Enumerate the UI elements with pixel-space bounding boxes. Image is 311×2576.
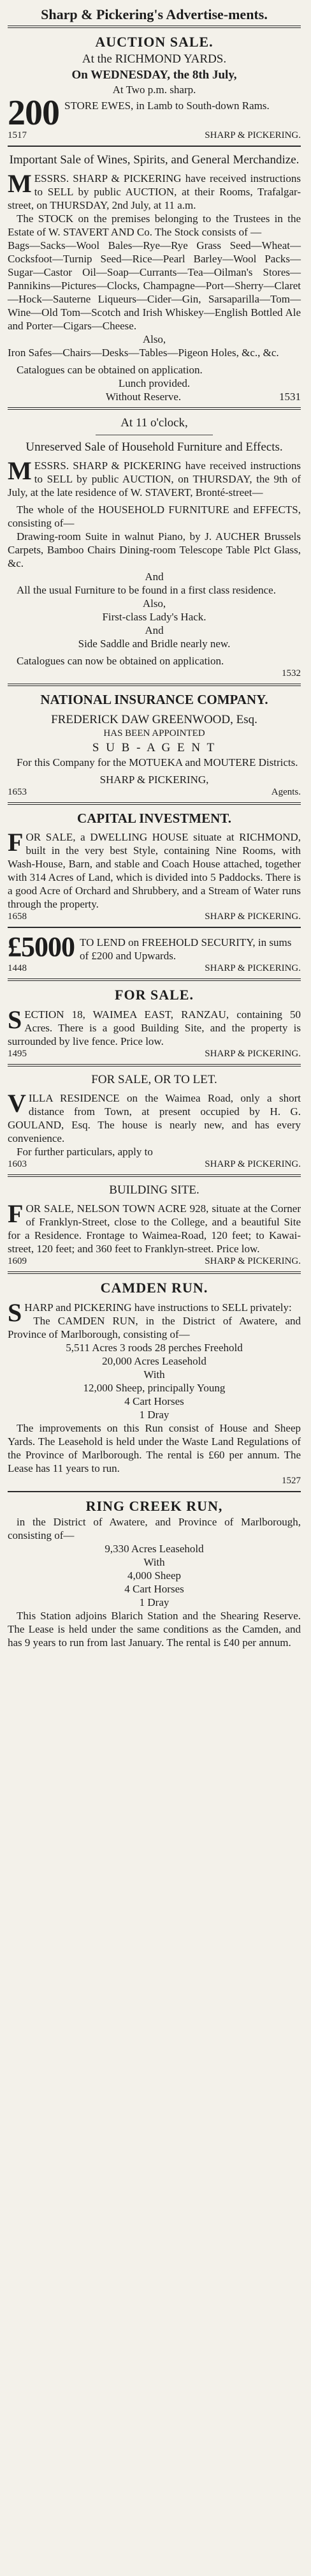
ad-title: FOR SALE, OR TO LET.	[91, 1073, 217, 1086]
ad-body: in the District of Awatere, and Province of Marlborough, consisting of—	[8, 1516, 301, 1541]
ad-appointed: HAS BEEN APPOINTED	[103, 728, 205, 738]
ad-body: MESSRS. SHARP & PICKERING have received instructions to SELL by public AUCTION, at their Rooms, Trafalgar-street, on THURSDAY, 2nd July, at 11 a.m.	[8, 169, 301, 211]
ad-title: NATIONAL INSURANCE COMPANY.	[40, 692, 268, 707]
ad-footer	[8, 962, 301, 975]
ad-time: At Two p.m. sharp.	[112, 84, 196, 96]
ad-body: The improvements on this Run consist of House and Sheep Yards. The Leasehold is held under the Waste Land Regulations of the Province of Marlborough. The rental is £60 per annum. The Lease has 11 years to run.	[8, 1422, 301, 1474]
ad-footer	[8, 390, 301, 403]
ad-body: All the usual Furniture to be found in a first class residence.	[17, 584, 276, 596]
ad-title: AUCTION SALE.	[95, 34, 213, 50]
big-number: 200	[8, 93, 59, 133]
ad-firm: SHARP & PICKERING.	[205, 963, 301, 973]
ad-firm: SHARP & PICKERING.	[205, 1049, 301, 1059]
ad-list-item: 4 Cart Horses	[124, 1395, 184, 1407]
ad-goods-list: Drawing-room Suite in walnut Piano, by J. AUCHER Brussels Carpets, Bamboo Chairs Dining-room Telescope Table Plct Glass, &c.	[8, 530, 301, 569]
ad-date: On WEDNESDAY, the 8th July,	[71, 68, 237, 82]
ad-catalogues: Catalogues can now be obtained on application.	[17, 655, 224, 667]
ad-ref: 1603	[8, 1159, 27, 1169]
ad-firm: SHARP & PICKERING,	[99, 774, 209, 786]
big-number: £5000	[8, 931, 75, 962]
ad-firm: SHARP & PICKERING.	[205, 911, 301, 922]
ad-title: CAMDEN RUN.	[100, 1280, 208, 1296]
ad-also: Also,	[142, 597, 166, 610]
ad-agent-name: FREDERICK DAW GREENWOOD, Esq.	[51, 713, 257, 726]
ad-goods-list: Bags—Sacks—Wool Bales—Rye—Rye Grass Seed—Wheat—Cocksfoot—Turnip Seed—Rice—Pearl Barley—Wool Packs—Sugar—Castor Oil—Soap—Currants—Tea—Oilman's Stores—Pannikins—Pictures—Clocks, Champagne—Port—Sherry—Claret—Hock—Sauterne Liqueurs—Cider—Gin, Sarsaparilla—Tom—Wine—Old Tom—Scotch and Irish Whiskey—English Bottled Ale and Porter—Cigars—Cheese.	[8, 239, 301, 332]
ad-list-item: 4 Cart Horses	[124, 1583, 184, 1595]
ad-with: With	[143, 1368, 165, 1381]
ad-with: With	[143, 1556, 165, 1568]
ad-item: First-class Lady's Hack.	[102, 611, 206, 623]
ad-body: FOR SALE, a DWELLING HOUSE situate at RICHMOND, built in the very best Style, containing Nine Rooms, with Wash-House, Barn, and stable and Coach House attached, together with 314 Acres of Land, which is divided into 5 Paddocks. There is a good Acre of Orchard and Shrubbery, and a Stream of Water runs through the property.	[8, 828, 301, 910]
ad-national-insurance	[8, 684, 301, 802]
ad-headline	[8, 93, 301, 133]
ad-footer	[8, 1255, 301, 1268]
ad-section-sale	[8, 978, 301, 1064]
ad-list-item: 4,000 Sheep	[127, 1569, 182, 1582]
ad-body: SECTION 18, WAIMEA EAST, RANZAU, containing 50 Acres. There is a good Building Site, and the property is surrounded by live fence. Price low.	[8, 1005, 301, 1047]
ad-list-item: 1 Dray	[139, 1409, 170, 1421]
ad-camden-run	[8, 1271, 301, 1491]
ad-body: FOR SALE, NELSON TOWN ACRE 928, situate at the Corner of Franklyn-Street, close to the College, and a beautiful Site for a Residence. Frontage to Waimea-Road, 120 feet; to Kawai-street, 120 feet; and 360 feet to Franklyn-street. Price low.	[8, 1199, 301, 1255]
ad-ref: 1609	[8, 1256, 27, 1266]
ad-body: The CAMDEN RUN, in the District of Awatere, and Province of Marlborough, consisting of—	[8, 1315, 301, 1340]
ad-ref: 1527	[282, 1476, 301, 1486]
ad-wines-spirits	[8, 146, 301, 407]
ad-footer	[8, 1048, 301, 1060]
ad-list-item: 20,000 Acres Leasehold	[102, 1355, 206, 1367]
ad-ref: 1531	[279, 391, 301, 403]
ad-ref: 1495	[8, 1049, 27, 1059]
ad-title: BUILDING SITE.	[109, 1183, 199, 1197]
ad-body: VILLA RESIDENCE on the Waimea Road, only a short distance from Town, at present occupied by H. G. GOULAND, Esq. The house is nearly new, and has every convenience.	[8, 1089, 301, 1144]
ad-body: This Station adjoins Blarich Station and the Shearing Reserve. The Lease is held under the same conditions as the Camden, and has 9 years to run from last January. The rental is £40 per annum.	[8, 1610, 301, 1649]
headline-text: STORE EWES, in Lamb to South-down Rams.	[64, 100, 270, 112]
page-title: Sharp & Pickering's Advertise-ments.	[41, 6, 268, 22]
ad-also: Also,	[142, 333, 166, 345]
headline-text: TO LEND on FREEHOLD SECURITY, in sums of £200 and Upwards.	[80, 936, 292, 962]
ad-venue: At the RICHMOND YARDS.	[82, 52, 227, 66]
ad-catalogues: Catalogues can be obtained on application.	[17, 364, 203, 376]
ad-body: SHARP and PICKERING have instructions to SELL privately:	[8, 1298, 292, 1327]
ad-firm: SHARP & PICKERING.	[205, 130, 301, 140]
ad-list-item: 9,330 Acres Leasehold	[105, 1543, 204, 1555]
ad-body: For this Company for the MOTUEKA and MOUTERE Districts.	[17, 756, 298, 768]
ad-ref: 1658	[8, 911, 27, 922]
ad-time: At 11 o'clock,	[120, 416, 188, 430]
ad-sub-agent: S U B - A G E N T	[92, 741, 217, 754]
ad-and: And	[145, 624, 164, 636]
ad-ref: 1517	[8, 130, 27, 140]
ad-villa-residence	[8, 1064, 301, 1174]
ad-firm: SHARP & PICKERING.	[205, 1159, 301, 1169]
ad-title: CAPITAL INVESTMENT.	[77, 811, 231, 826]
ad-goods-list: Iron Safes—Chairs—Desks—Tables—Pigeon Holes, &c., &c.	[8, 347, 279, 359]
ad-footer	[8, 786, 301, 798]
ad-title: Unreserved Sale of Household Furniture and Effects.	[25, 440, 283, 454]
ad-list-item: 12,000 Sheep, principally Young	[83, 1382, 226, 1394]
ad-headline	[8, 933, 301, 962]
ad-footer	[8, 1158, 301, 1171]
ad-list-item: 5,511 Acres 3 roods 28 perches Freehold	[66, 1342, 243, 1354]
ad-ref: 1653	[8, 787, 27, 797]
ad-item: Side Saddle and Bridle nearly new.	[78, 638, 231, 650]
ad-body: MESSRS. SHARP & PICKERING have received instructions to SELL by public AUCTION, on THURSDAY, the 9th of July, at the late residence of W. STAVERT, Bronté-street—	[8, 456, 301, 498]
ad-list-item: 1 Dray	[139, 1596, 170, 1608]
ad-ref: 1532	[282, 668, 301, 678]
ad-auction-sale	[8, 26, 301, 146]
ad-lunch: Lunch provided.	[118, 377, 191, 389]
ad-title: RING CREEK RUN,	[85, 1498, 223, 1514]
ad-capital-investment	[8, 802, 301, 927]
ad-body: The whole of the HOUSEHOLD FURNITURE and EFFECTS, consisting of—	[8, 504, 301, 529]
ad-household-furniture	[8, 407, 301, 684]
ad-footer	[8, 911, 301, 923]
ad-ring-creek-run	[8, 1491, 301, 1653]
ad-firm: SHARP & PICKERING.	[205, 1256, 301, 1266]
ad-title: Important Sale of Wines, Spirits, and General Merchandize.	[9, 153, 300, 167]
ad-and: And	[145, 571, 164, 583]
ad-agents: Agents.	[271, 787, 301, 797]
ad-building-site	[8, 1174, 301, 1271]
ad-title: FOR SALE.	[115, 987, 194, 1003]
ad-body: For further particulars, apply to	[17, 1146, 153, 1158]
ad-ref: 1448	[8, 963, 27, 973]
ad-reserve: Without Reserve.	[105, 391, 182, 403]
ad-body: The STOCK on the premises belonging to the Trustees in the Estate of W. STAVERT AND Co. The Stock consists of —	[8, 213, 301, 238]
ad-loan	[8, 927, 301, 978]
